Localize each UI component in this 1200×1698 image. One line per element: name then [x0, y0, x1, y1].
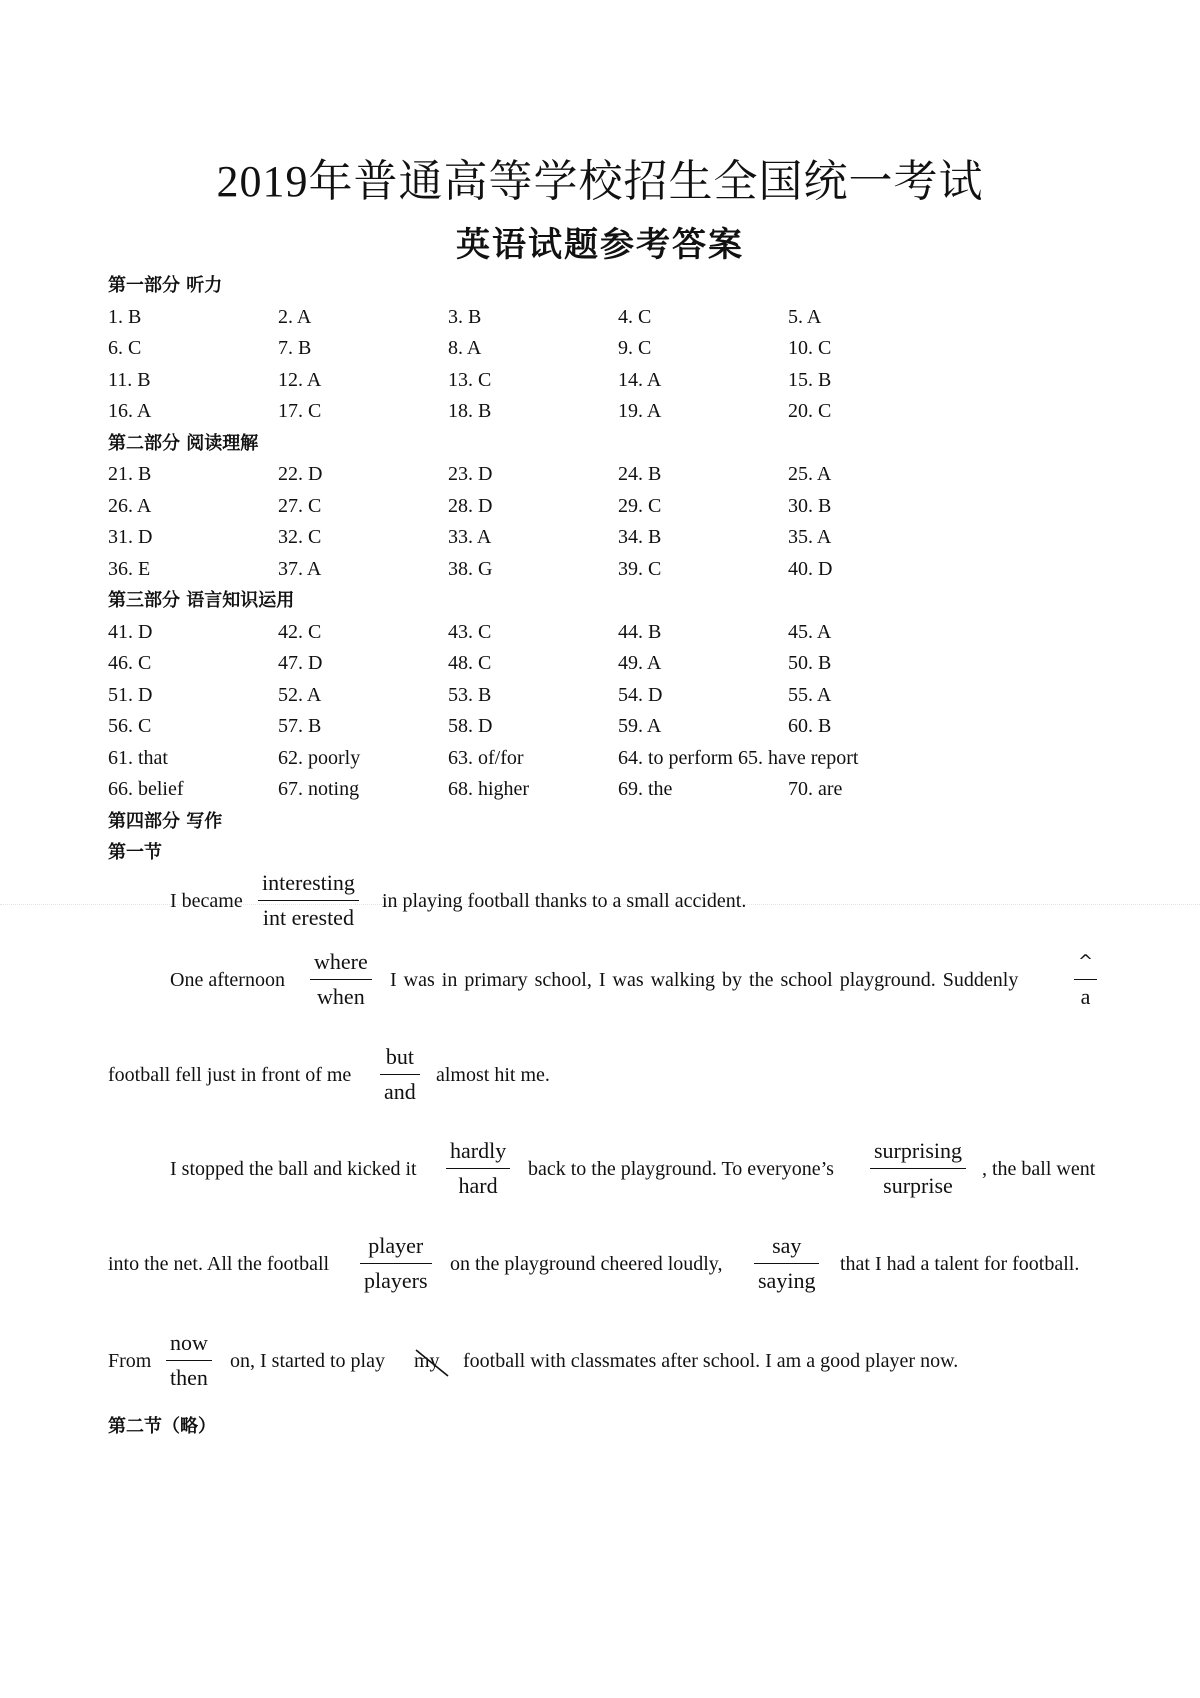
- answer-cell: 29. C: [618, 494, 662, 517]
- answer-cell: 64. to perform 65. have report: [618, 746, 859, 769]
- correction-top: player: [360, 1231, 432, 1264]
- answer-cell: 11. B: [108, 368, 151, 391]
- answer-cell: 51. D: [108, 683, 153, 706]
- answer-cell: 33. A: [448, 526, 492, 548]
- answer-cell: 24. B: [618, 463, 662, 485]
- answer-cell: 6. C: [108, 337, 142, 359]
- answer-cell: 27. C: [278, 494, 322, 517]
- correction-bottom: then: [170, 1365, 208, 1390]
- answer-cell: 61. that: [108, 746, 168, 769]
- essay-text: One afternoon: [170, 969, 285, 991]
- answer-row: [108, 459, 1108, 491]
- answer-cell: 26. A: [108, 494, 152, 517]
- answer-cell: 35. A: [788, 526, 832, 548]
- answer-cell: 41. D: [108, 620, 153, 643]
- answer-cell: 15. B: [788, 368, 832, 391]
- correction-top: hardly: [446, 1136, 510, 1169]
- essay-text: on the playground cheered loudly,: [450, 1253, 723, 1275]
- correction-top: now: [166, 1328, 212, 1361]
- answer-cell: 43. C: [448, 620, 492, 643]
- answer-cell: 13. C: [448, 368, 492, 391]
- answer-row: [108, 774, 1108, 806]
- answer-cell: 30. B: [788, 494, 832, 517]
- deleted-word-text: my: [414, 1350, 440, 1372]
- answer-row: [108, 711, 1108, 743]
- correction-fraction: [258, 868, 359, 933]
- essay-text: in playing football thanks to a small accident.: [382, 890, 747, 912]
- answer-cell: 21. B: [108, 463, 152, 485]
- answer-cell: 62. poorly: [278, 746, 361, 769]
- essay-text: From: [108, 1350, 152, 1372]
- answer-cell: 18. B: [448, 400, 492, 422]
- answer-cell: 40. D: [788, 557, 833, 580]
- answer-cell: 52. A: [278, 683, 322, 706]
- essay-text: football fell just in front of me: [108, 1064, 352, 1086]
- correction-bottom: surprise: [883, 1173, 953, 1198]
- answer-cell: 67. noting: [278, 778, 360, 800]
- correction-fraction: [754, 1231, 819, 1296]
- answer-cell: 10. C: [788, 337, 832, 359]
- answer-cell: 32. C: [278, 526, 322, 548]
- answer-row: [108, 333, 1108, 365]
- answer-row: [108, 680, 1108, 712]
- essay-text: almost hit me.: [436, 1064, 550, 1086]
- answer-row: [108, 617, 1108, 649]
- answer-cell: 22. D: [278, 463, 323, 485]
- correction-fraction: [166, 1328, 212, 1393]
- essay-text: that I had a talent for football.: [840, 1253, 1080, 1275]
- deleted-word: [414, 1350, 440, 1373]
- section-heading: 第四部分 写作: [108, 810, 223, 832]
- answer-cell: 25. A: [788, 463, 832, 485]
- correction-bottom: when: [317, 984, 365, 1009]
- essay-text: into the net. All the football: [108, 1253, 330, 1275]
- answer-cell: 66. belief: [108, 778, 184, 800]
- answer-row: [108, 302, 1108, 334]
- answer-cell: 50. B: [788, 652, 832, 674]
- answer-cell: 17. C: [278, 400, 322, 422]
- correction-top: where: [310, 947, 372, 980]
- answer-row: [108, 648, 1108, 680]
- correction-fraction: [360, 1231, 432, 1296]
- answer-cell: 8. A: [448, 337, 482, 359]
- answer-row: [108, 396, 1108, 428]
- answer-cell: 1. B: [108, 305, 142, 328]
- answer-cell: 4. C: [618, 305, 652, 328]
- answer-cell: 39. C: [618, 557, 662, 580]
- essay-text: I became: [170, 890, 243, 912]
- answer-cell: 46. C: [108, 652, 152, 674]
- answer-cell: 42. C: [278, 620, 322, 643]
- answer-row: [108, 365, 1108, 397]
- answer-cell: 12. A: [278, 368, 322, 391]
- essay-text: back to the playground. To everyone’s: [528, 1158, 834, 1180]
- correction-bottom: saying: [758, 1268, 816, 1293]
- essay-text: on, I started to play: [230, 1350, 385, 1372]
- answer-row: [108, 743, 1108, 775]
- section-heading: 第一部分 听力: [108, 275, 223, 296]
- correction-top: surprising: [870, 1136, 966, 1169]
- answer-cell: 28. D: [448, 494, 493, 517]
- answer-cell: 60. B: [788, 715, 832, 737]
- subsection-heading: 第一节: [108, 842, 162, 863]
- answer-cell: 19. A: [618, 400, 662, 422]
- correction-fraction: [310, 947, 372, 1012]
- answer-cell: 16. A: [108, 400, 152, 422]
- answer-cell: 53. B: [448, 683, 492, 706]
- answer-cell: 54. D: [618, 683, 663, 706]
- answer-cell: 37. A: [278, 557, 322, 580]
- section-heading: 第二部分 阅读理解: [108, 432, 259, 454]
- answer-row: [108, 554, 1108, 586]
- essay-text: I was in primary school, I was walking by the school playground. Suddenly: [390, 969, 1019, 991]
- answer-cell: 36. E: [108, 557, 151, 580]
- answer-cell: 58. D: [448, 715, 493, 737]
- answer-cell: 56. C: [108, 715, 152, 737]
- correction-top: interesting: [258, 868, 359, 901]
- answer-cell: 34. B: [618, 526, 662, 548]
- page-subtitle: 英语试题参考答案: [456, 227, 744, 264]
- answer-cell: 38. G: [448, 557, 493, 580]
- answer-row: [108, 522, 1108, 554]
- section-heading: 第三部分 语言知识运用: [108, 590, 295, 611]
- strike-mark-icon: [412, 1346, 452, 1378]
- answer-cell: 7. B: [278, 337, 312, 359]
- correction-top: but: [380, 1042, 420, 1075]
- answer-cell: 47. D: [278, 652, 323, 674]
- answer-cell: 63. of/for: [448, 746, 524, 769]
- answer-cell: 49. A: [618, 652, 662, 674]
- correction-fraction: [870, 1136, 966, 1201]
- insertion-fraction: [1074, 947, 1097, 1012]
- answer-cell: 70. are: [788, 778, 843, 800]
- correction-bottom: hard: [458, 1173, 498, 1198]
- answer-cell: 2. A: [278, 305, 312, 328]
- page-title: 2019年普通高等学校招生全国统一考试: [216, 157, 984, 206]
- correction-top: say: [754, 1231, 819, 1264]
- essay-text: I stopped the ball and kicked it: [170, 1158, 417, 1180]
- correction-bottom: a: [1080, 984, 1091, 1009]
- answer-row: [108, 491, 1108, 523]
- essay-text: football with classmates after school. I am a good player now.: [463, 1350, 959, 1372]
- correction-fraction: [446, 1136, 510, 1201]
- subsection-heading: 第二节（略）: [108, 1416, 216, 1437]
- answer-cell: 31. D: [108, 526, 153, 548]
- answer-cell: 9. C: [618, 337, 652, 359]
- answer-cell: 59. A: [618, 715, 662, 737]
- answer-cell: 44. B: [618, 620, 662, 643]
- essay-text: , the ball went: [982, 1158, 1096, 1180]
- caret-icon: ^: [1074, 947, 1097, 980]
- answer-cell: 14. A: [618, 368, 662, 391]
- answer-cell: 20. C: [788, 400, 832, 422]
- answer-cell: 5. A: [788, 305, 822, 328]
- correction-bottom: and: [384, 1079, 416, 1104]
- answer-cell: 55. A: [788, 683, 832, 706]
- answer-cell: 68. higher: [448, 778, 530, 800]
- answer-cell: 3. B: [448, 305, 482, 328]
- answer-cell: 48. C: [448, 652, 492, 674]
- answer-cell: 69. the: [618, 778, 673, 800]
- correction-fraction: [380, 1042, 420, 1107]
- correction-bottom: int erested: [262, 905, 354, 930]
- correction-bottom: players: [364, 1268, 428, 1293]
- answer-cell: 57. B: [278, 715, 322, 737]
- answer-cell: 23. D: [448, 463, 493, 485]
- answer-cell: 45. A: [788, 620, 832, 643]
- answer-grid: [108, 270, 1108, 869]
